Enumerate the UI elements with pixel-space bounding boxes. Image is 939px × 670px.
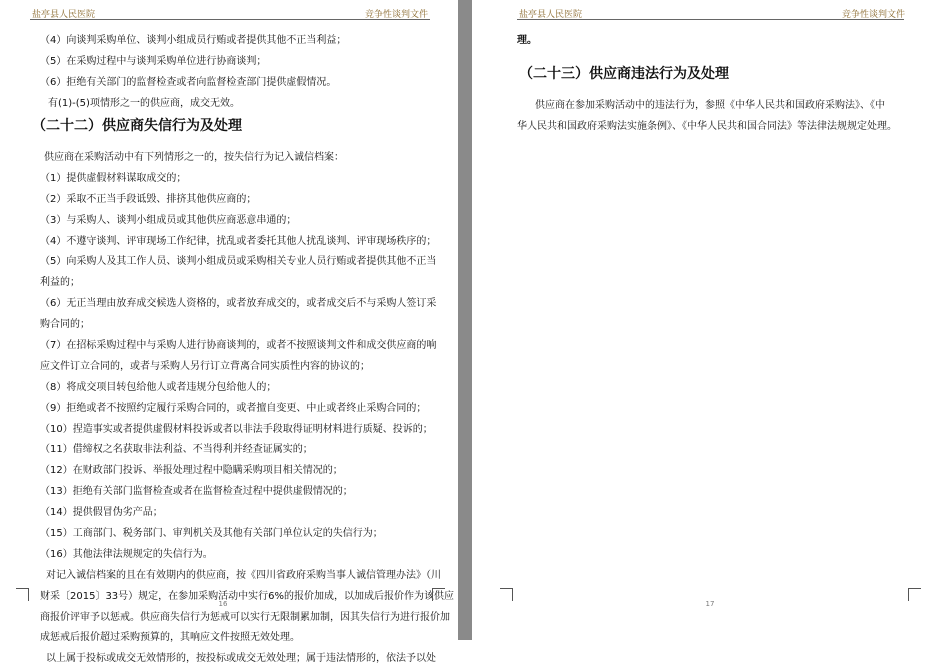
document-page-left <box>0 0 458 665</box>
text-block-body <box>40 148 455 670</box>
header-rule <box>517 19 904 20</box>
header-doc-title: 竞争性谈判文件 <box>841 10 905 20</box>
text-line: 成惩戒后报价超过采购预算的，其响应文件按照无效处理。 <box>40 632 300 644</box>
text-line: （11）借缔权之名获取非法利益、不当得利并经查证属实的； <box>40 444 313 456</box>
text-line: 有(1)-(5)项情形之一的供应商，成交无效。 <box>48 97 240 109</box>
text-line: 应文件订立合同的，或者与采购人另行订立背离合同实质性内容的协议的； <box>40 360 370 372</box>
text-line: （13）拒绝有关部门监督检查或者在监督检查过程中提供虚假情况的； <box>40 486 353 498</box>
text-line: （16）其他法律法规规定的失信行为。 <box>40 548 213 560</box>
page-gutter <box>458 0 472 640</box>
section-heading-23: （二十三）供应商违法行为及处理 <box>519 66 729 82</box>
text-line: （1）提供虚假材料谋取成交的； <box>40 172 187 184</box>
text-block-top <box>517 31 537 52</box>
text-line: （10）捏造事实或者提供虚假材料投诉或者以非法手段取得证明材料进行质疑、投诉的； <box>40 423 433 435</box>
text-line: 理。 <box>517 35 537 46</box>
text-line: （5）在采购过程中与谈判采购单位进行协商谈判； <box>40 55 267 67</box>
text-line: （3）与采购人、谈判小组成员或其他供应商恶意串通的； <box>40 214 297 226</box>
text-line: 供应商在采购活动中有下列情形之一的，按失信行为记入诚信档案： <box>44 152 344 163</box>
text-block-top <box>40 31 346 115</box>
crop-mark-bottom-right <box>908 588 921 601</box>
text-line: （14）提供假冒伪劣产品； <box>40 507 163 519</box>
page-number: 17 <box>705 600 715 608</box>
text-line: （5）向采购人及其工作人员、谈判小组成员或采购相关专业人员行贿或者提供其他不正当 <box>40 256 437 268</box>
text-line: 财采〔2015〕33号）规定，在参加采购活动中实行6%的报价加成，以加成后报价作为该供应 <box>40 590 455 602</box>
header-doc-title: 竞争性谈判文件 <box>364 10 428 20</box>
header-rule <box>30 19 430 20</box>
text-line: （6）无正当理由放弃成交候选人资格的，或者放弃成交的，或者成交后不与采购人签订采 <box>40 298 437 310</box>
text-line: （12）在财政部门投诉、举报处理过程中隐瞒采购项目相关情况的； <box>40 465 343 477</box>
text-line: （4）向谈判采购单位、谈判小组成员行贿或者提供其他不正当利益； <box>40 35 347 46</box>
crop-mark-bottom-left <box>500 588 513 601</box>
header-org-name: 盐亭县人民医院 <box>519 10 583 20</box>
text-line: 商报价评审予以惩戒。供应商失信行为惩戒可以实行无限制累加制，因其失信行为进行报价加 <box>40 611 450 623</box>
text-line: 对记入诚信档案的且在有效期内的供应商，按《四川省政府采购当事人诚信管理办法》（川 <box>46 569 441 581</box>
crop-mark-bottom-right <box>432 588 445 601</box>
text-line: 利益的； <box>40 277 80 289</box>
page-number: 16 <box>218 600 228 608</box>
text-line: （4）不遵守谈判、评审现场工作纪律，扰乱或者委托其他人扰乱谈判、评审现场秩序的； <box>40 235 437 247</box>
document-page-right <box>472 0 939 640</box>
crop-mark-bottom-left <box>16 588 29 601</box>
text-line: （6）拒绝有关部门的监督检查或者向监督检查部门提供虚假情况。 <box>40 76 337 88</box>
text-line: （8）将成交项目转包给他人或者违规分包给他人的； <box>40 381 277 393</box>
text-line: 以上属于投标或成交无效情形的，按投标或成交无效处理；属于违法情形的，依法予以处 <box>46 653 436 665</box>
text-line: （7）在招标采购过程中与采购人进行协商谈判的，或者不按照谈判文件和成交供应商的响 <box>40 340 437 352</box>
text-block-body <box>517 96 912 138</box>
text-line: （2）采取不正当手段诋毁、排挤其他供应商的； <box>40 193 257 205</box>
text-line: 供应商在参加采购活动中的违法行为，参照《中华人民共和国政府采购法》、《中 <box>535 100 885 111</box>
text-line: 华人民共和国政府采购法实施条例》、《中华人民共和国合同法》等法律法规规定处理。 <box>517 120 897 132</box>
text-line: （9）拒绝或者不按照约定履行采购合同的，或者擅自变更、中止或者终止采购合同的； <box>40 402 427 414</box>
header-org-name: 盐亭县人民医院 <box>32 10 96 20</box>
text-line: 购合同的； <box>40 319 90 331</box>
text-line: （15）工商部门、税务部门、审判机关及其他有关部门单位认定的失信行为； <box>40 528 383 540</box>
section-heading-22: （二十二）供应商失信行为及处理 <box>32 118 242 134</box>
